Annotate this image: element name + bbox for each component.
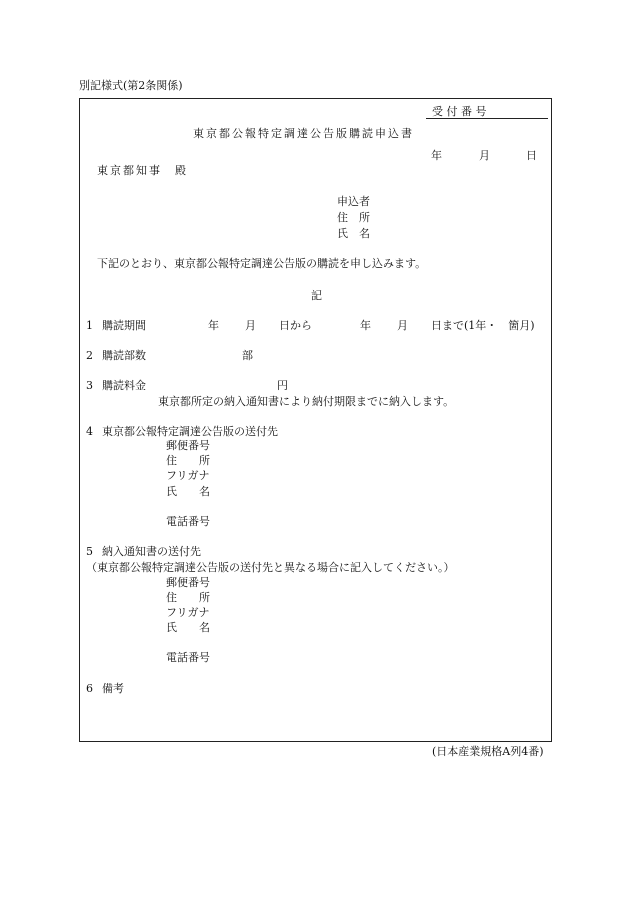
form-label: 別記様式(第2条関係) — [79, 79, 183, 92]
date-month: 月 — [479, 149, 490, 162]
item6-label: 備考 — [102, 682, 124, 695]
receipt-number-label: 受 付 番 号 — [432, 105, 487, 118]
item5-label: 納入通知書の送付先 — [102, 545, 201, 558]
item4-number: 4 — [86, 425, 93, 438]
date-day: 日 — [526, 149, 537, 162]
item6-number: 6 — [86, 682, 93, 695]
item5-phone: 電話番号 — [166, 651, 210, 664]
form-title: 東京都公報特定調達公告版購読申込書 — [193, 127, 414, 140]
item4-name: 氏 名 — [166, 485, 210, 498]
item1-number: 1 — [86, 319, 93, 332]
ki-heading: 記 — [311, 289, 322, 302]
intro-text: 下記のとおり、東京都公報特定調達公告版の購読を申し込みます。 — [97, 257, 427, 270]
item4-phone: 電話番号 — [166, 515, 210, 528]
item1-month-to: 月 — [397, 319, 408, 332]
applicant-label: 申込者 — [337, 195, 370, 208]
item2-unit: 部 — [242, 349, 253, 362]
item5-postal: 郵便番号 — [166, 576, 210, 589]
form-frame — [79, 98, 552, 742]
item1-day-from: 日から — [279, 319, 312, 332]
applicant-name: 氏 名 — [337, 227, 370, 240]
item1-year-from: 年 — [208, 319, 219, 332]
addressee: 東京都知事 殿 — [97, 164, 188, 177]
item5-note: （東京都公報特定調達公告版の送付先と異なる場合に記入してください。） — [86, 561, 455, 574]
receipt-number-line — [426, 118, 548, 119]
item4-kana: フリガナ — [166, 469, 210, 482]
item2-number: 2 — [86, 349, 93, 362]
item5-name: 氏 名 — [166, 621, 210, 634]
item2-label: 購読部数 — [102, 349, 146, 362]
item5-number: 5 — [86, 545, 93, 558]
item1-label: 購読期間 — [102, 319, 146, 332]
item5-address: 住 所 — [166, 591, 210, 604]
item5-kana: フリガナ — [166, 606, 210, 619]
item3-note: 東京都所定の納入通知書により納付期限までに納入します。 — [158, 395, 455, 408]
item4-address: 住 所 — [166, 454, 210, 467]
date-year: 年 — [431, 149, 442, 162]
applicant-address: 住 所 — [337, 211, 370, 224]
item4-label: 東京都公報特定調達公告版の送付先 — [102, 425, 278, 438]
item3-label: 購読料金 — [102, 379, 146, 392]
item1-month-from: 月 — [245, 319, 256, 332]
item3-unit: 円 — [277, 379, 288, 392]
item3-number: 3 — [86, 379, 93, 392]
footer-note: (日本産業規格A列4番) — [432, 745, 544, 758]
item1-until: 日まで(1年・ 箇月) — [431, 319, 535, 332]
item4-postal: 郵便番号 — [166, 439, 210, 452]
item1-year-to: 年 — [360, 319, 371, 332]
